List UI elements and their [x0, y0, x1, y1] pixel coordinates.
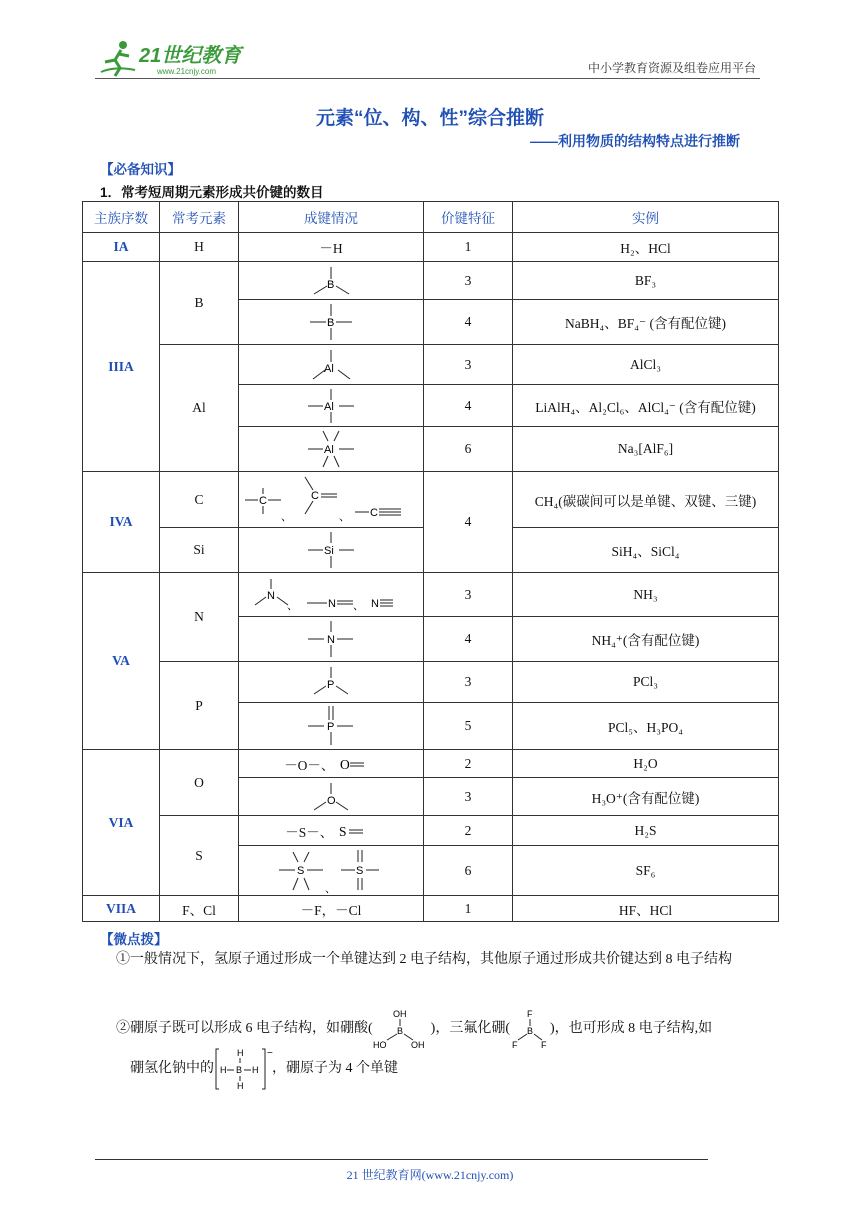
svg-text:F: F — [527, 1009, 533, 1019]
svg-text:N: N — [371, 597, 379, 610]
svg-text:C: C — [370, 506, 378, 519]
element-al: Al — [160, 345, 239, 472]
example-s2: H₂S — [513, 816, 779, 846]
element-b: B — [160, 262, 239, 345]
runner-icon — [101, 41, 135, 76]
example-p5: PCl₅、H₃PO₄ — [513, 703, 779, 750]
svg-text:Al: Al — [324, 400, 334, 413]
valence-o2: 2 — [424, 750, 513, 778]
group-va: VA — [83, 573, 160, 750]
structure-s-double — [337, 825, 377, 839]
bonding-h: －H — [239, 233, 424, 262]
bonding-s2 — [239, 816, 424, 846]
bonding-s6 — [239, 846, 424, 896]
element-h: H — [160, 233, 239, 262]
bonding-b4 — [239, 300, 424, 345]
svg-text:B: B — [396, 1026, 403, 1036]
structure-o3 — [296, 780, 366, 814]
table-row — [83, 750, 779, 778]
tip2-part-b: )，三氟化硼( — [430, 1021, 510, 1037]
svg-text:P: P — [327, 679, 335, 691]
svg-text:B: B — [527, 1026, 534, 1036]
example-s6: SF₆ — [513, 846, 779, 896]
subsection-heading: 1．常考短周期元素形成共价键的数目 — [100, 185, 324, 200]
svg-text:、: 、 — [339, 510, 350, 523]
svg-text:、: 、 — [353, 599, 364, 612]
example-n4: NH₄⁺(含有配位键) — [513, 617, 779, 662]
element-p: P — [160, 662, 239, 750]
svg-text:C: C — [259, 494, 267, 507]
svg-text:OH: OH — [410, 1040, 425, 1050]
group-iiia: IIIA — [83, 262, 160, 472]
svg-text:B: B — [327, 317, 335, 329]
bonding-al6 — [239, 427, 424, 472]
element-n: N — [160, 573, 239, 662]
svg-text:、: 、 — [281, 510, 292, 523]
logo-url: www.21cnjy.com — [157, 67, 216, 76]
bonding-al3 — [239, 345, 424, 385]
svg-text:−: − — [267, 1048, 273, 1059]
bonding-fcl: －F，－Cl — [239, 896, 424, 922]
bonding-o2-text: －O－、 — [284, 757, 335, 773]
bonding-si — [239, 528, 424, 573]
structure-p5 — [296, 704, 366, 748]
group-viia: VIIA — [83, 896, 160, 922]
tip2-part-c: )，也可形成 8 电子结构,如 — [550, 1021, 713, 1037]
valence-n4: 4 — [424, 617, 513, 662]
svg-text:Al: Al — [324, 362, 334, 375]
example-h: H₂、HCl — [513, 233, 779, 262]
table-row — [83, 233, 779, 262]
section-heading-knowledge: 【必备知识】 — [100, 162, 181, 177]
svg-text:B: B — [327, 278, 335, 291]
svg-text:S: S — [338, 823, 347, 839]
svg-text:H: H — [220, 1065, 227, 1075]
bonding-n3 — [239, 573, 424, 617]
valence-b4: 4 — [424, 300, 513, 345]
svg-text:H: H — [237, 1081, 244, 1091]
example-fcl: HF、HCl — [513, 896, 779, 922]
valence-al4: 4 — [424, 385, 513, 427]
example-o3: H₃O⁺(含有配位键) — [513, 778, 779, 816]
tip-paragraph-2-cont — [130, 1046, 790, 1092]
page-subtitle: ——利用物质的结构特点进行推断 — [530, 133, 740, 149]
borohydride-structure — [214, 1046, 272, 1092]
bonding-al4 — [239, 385, 424, 427]
valence-al6: 6 — [424, 427, 513, 472]
footer-divider — [95, 1159, 708, 1160]
structure-o-double — [338, 758, 378, 772]
table-row — [83, 262, 779, 300]
element-s: S — [160, 816, 239, 896]
valence-o3: 3 — [424, 778, 513, 816]
bonding-p5 — [239, 703, 424, 750]
col-header-group: 主族序数 — [83, 202, 160, 233]
svg-text:OH: OH — [392, 1009, 407, 1019]
table-row — [83, 573, 779, 617]
bonding-b3 — [239, 262, 424, 300]
group-via: VIA — [83, 750, 160, 896]
table-row — [83, 345, 779, 385]
structure-al6 — [296, 428, 366, 470]
svg-text:F: F — [512, 1040, 518, 1050]
valence-p5: 5 — [424, 703, 513, 750]
bond-table — [82, 201, 779, 922]
example-b4: NaBH₄、BF₄⁻ (含有配位键) — [513, 300, 779, 345]
svg-text:H: H — [237, 1048, 244, 1058]
structure-b4 — [296, 302, 366, 342]
bonding-n4 — [239, 617, 424, 662]
example-o2: H₂O — [513, 750, 779, 778]
group-ia: IA — [83, 233, 160, 262]
svg-text:S: S — [297, 864, 305, 877]
valence-fcl: 1 — [424, 896, 513, 922]
header-divider — [95, 78, 760, 79]
valence-n3: 3 — [424, 573, 513, 617]
example-b3: BF₃ — [513, 262, 779, 300]
tip2-part-e: ，硼原子为 4 个单键 — [272, 1061, 398, 1077]
platform-name: 中小学教育资源及组卷应用平台 — [587, 61, 756, 75]
boric-acid-structure — [373, 1008, 431, 1050]
footer-text: 21 世纪教育网(www.21cnjy.com) — [346, 1168, 514, 1182]
svg-text:Al: Al — [324, 444, 334, 456]
tip-paragraph-2 — [116, 1008, 776, 1050]
svg-text:O: O — [327, 794, 336, 807]
group-iva: IVA — [83, 472, 160, 573]
element-o: O — [160, 750, 239, 816]
svg-text:N: N — [267, 589, 275, 602]
element-si: Si — [160, 528, 239, 573]
example-si: SiH₄、SiCl₄ — [513, 528, 779, 573]
tip2-part-a: ②硼原子既可以形成 6 电子结构，如硼酸( — [116, 1021, 373, 1037]
table-header-row — [83, 202, 779, 233]
table-row — [83, 896, 779, 922]
logo-text: 21世纪教育 — [139, 45, 242, 67]
valence-p3: 3 — [424, 662, 513, 703]
svg-text:N: N — [327, 634, 335, 646]
table-row — [83, 472, 779, 528]
col-header-valence: 价键特征 — [424, 202, 513, 233]
structure-p3 — [296, 664, 366, 700]
structure-n4 — [296, 619, 366, 659]
structure-al4 — [296, 387, 366, 425]
example-p3: PCl₃ — [513, 662, 779, 703]
valence-s6: 6 — [424, 846, 513, 896]
example-c: CH₄(碳碳间可以是单键、双键、三键) — [513, 472, 779, 528]
svg-text:S: S — [356, 864, 364, 877]
svg-text:C: C — [311, 489, 319, 502]
structure-n3 — [241, 575, 421, 615]
tip-paragraph-1: ①一般情况下，氢原子通过形成一个单键达到 2 电子结构，其他原子通过形成共价键达到 8 电子结构 — [116, 952, 732, 967]
valence-al3: 3 — [424, 345, 513, 385]
valence-c: 4 — [424, 472, 513, 573]
svg-text:F: F — [541, 1040, 547, 1050]
bonding-p3 — [239, 662, 424, 703]
tip2-part-d: 硼氢化钠中的 — [130, 1061, 214, 1077]
svg-text:O: O — [339, 756, 350, 772]
boron-trifluoride-structure — [510, 1008, 550, 1050]
structure-si — [296, 530, 366, 570]
svg-text:Si: Si — [324, 545, 334, 557]
svg-text:B: B — [236, 1065, 243, 1075]
table-row — [83, 816, 779, 846]
bonding-c — [239, 472, 424, 528]
section-heading-tips: 【微点拨】 — [100, 932, 168, 947]
col-header-example: 实例 — [513, 202, 779, 233]
example-n3: NH₃ — [513, 573, 779, 617]
valence-h: 1 — [424, 233, 513, 262]
table-row — [83, 662, 779, 703]
example-al6: Na₃[AlF₆] — [513, 427, 779, 472]
valence-s2: 2 — [424, 816, 513, 846]
col-header-bonding: 成键情况 — [239, 202, 424, 233]
valence-b3: 3 — [424, 262, 513, 300]
bonding-o3 — [239, 778, 424, 816]
bonding-o2 — [239, 750, 424, 778]
bonding-s2-text: －S－、 — [285, 824, 334, 840]
svg-text:HO: HO — [372, 1040, 387, 1050]
page-title: 元素“位、构、性”综合推断 — [315, 108, 544, 129]
structure-s6 — [261, 848, 401, 894]
example-al3: AlCl₃ — [513, 345, 779, 385]
structure-al3 — [296, 347, 366, 383]
site-logo — [95, 38, 260, 78]
element-c: C — [160, 472, 239, 528]
structure-c — [241, 474, 421, 526]
example-al4: LiAlH₄、Al₂Cl₆、AlCl₄⁻ (含有配位键) — [513, 385, 779, 427]
structure-b3 — [296, 264, 366, 298]
svg-text:、: 、 — [325, 882, 336, 895]
svg-text:H: H — [252, 1065, 259, 1075]
svg-text:、: 、 — [287, 599, 298, 612]
element-fcl: F、Cl — [160, 896, 239, 922]
svg-text:P: P — [327, 721, 335, 733]
col-header-element: 常考元素 — [160, 202, 239, 233]
svg-text:N: N — [328, 597, 336, 610]
